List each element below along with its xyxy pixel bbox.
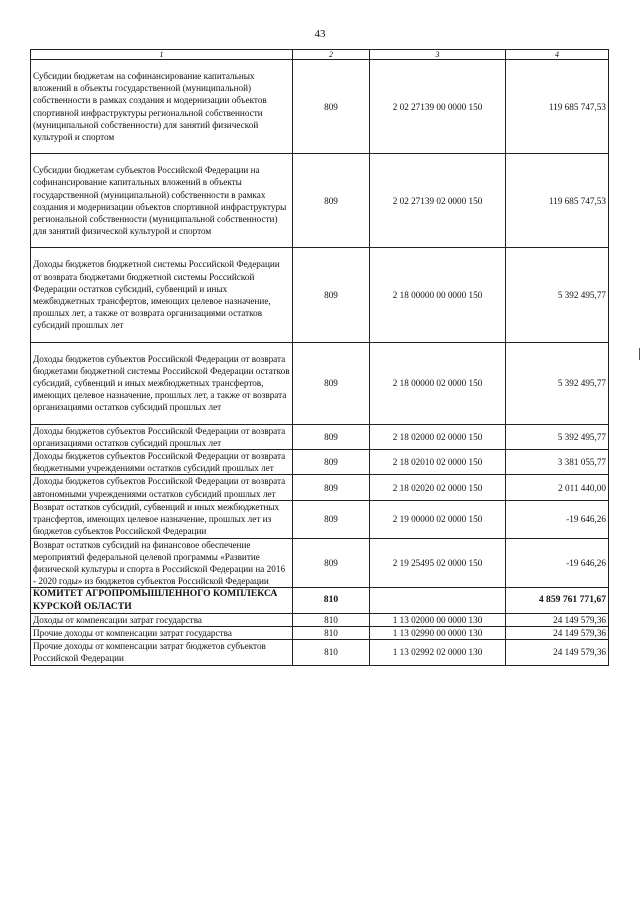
row-admin-code: 809 bbox=[293, 154, 370, 248]
row-description: Возврат остатков субсидий на финансовое обеспечение мероприятий федеральной целевой программы «Развитие физической культуры и спорта в Российской Федерации на 2016 - 2020 годы» из бюджетов субъектов Российской Федерации bbox=[31, 538, 293, 588]
row-amount: 24 149 579,36 bbox=[506, 640, 609, 665]
table-row bbox=[31, 60, 609, 154]
row-description: Доходы бюджетов бюджетной системы Российской Федерации от возврата бюджетами бюджетной системы Российской Федерации остатков субсидий, субвенций и иных межбюджетных трансфертов, имеющих целевое назначение, прошлых лет, а также от возврата организациями остатков субсидий прошлых лет bbox=[31, 248, 293, 342]
row-description: Доходы бюджетов субъектов Российской Федерации от возврата организациями остатков субсидий прошлых лет bbox=[31, 424, 293, 449]
row-classification-code: 1 13 02000 00 0000 130 bbox=[370, 613, 506, 626]
row-admin-code: 810 bbox=[293, 626, 370, 639]
row-amount: -19 646,26 bbox=[506, 500, 609, 538]
section-title: КОМИТЕТ АГРОПРОМЫШЛЕННОГО КОМПЛЕКСА КУРСКОЙ ОБЛАСТИ bbox=[31, 588, 293, 613]
row-amount: 3 381 055,77 bbox=[506, 450, 609, 475]
row-classification-code: 2 19 25495 02 0000 150 bbox=[370, 538, 506, 588]
row-classification-code: 1 13 02990 00 0000 130 bbox=[370, 626, 506, 639]
table-row bbox=[31, 248, 609, 342]
table-row bbox=[31, 342, 609, 424]
row-classification-code: 2 02 27139 02 0000 150 bbox=[370, 154, 506, 248]
row-admin-code: 809 bbox=[293, 60, 370, 154]
row-amount: 24 149 579,36 bbox=[506, 613, 609, 626]
row-classification-code: 2 18 00000 02 0000 150 bbox=[370, 342, 506, 424]
row-classification-code: 2 19 00000 02 0000 150 bbox=[370, 500, 506, 538]
row-classification-code: 2 02 27139 00 0000 150 bbox=[370, 60, 506, 154]
row-admin-code: 809 bbox=[293, 450, 370, 475]
row-admin-code: 809 bbox=[293, 538, 370, 588]
table-row bbox=[31, 154, 609, 248]
column-header-4: 4 bbox=[506, 50, 609, 60]
row-admin-code: 810 bbox=[293, 640, 370, 665]
column-header-3: 3 bbox=[370, 50, 506, 60]
table-row bbox=[31, 450, 609, 475]
row-admin-code: 810 bbox=[293, 613, 370, 626]
table-row bbox=[31, 613, 609, 626]
table-row bbox=[31, 475, 609, 500]
row-amount: 5 392 495,77 bbox=[506, 248, 609, 342]
table-row bbox=[31, 538, 609, 588]
row-classification-code bbox=[370, 588, 506, 613]
row-amount: 119 685 747,53 bbox=[506, 60, 609, 154]
table-row bbox=[31, 640, 609, 665]
page-number: 43 bbox=[314, 28, 326, 40]
row-description: Доходы от компенсации затрат государства bbox=[31, 613, 293, 626]
row-admin-code: 810 bbox=[293, 588, 370, 613]
row-amount: -19 646,26 bbox=[506, 538, 609, 588]
row-admin-code: 809 bbox=[293, 500, 370, 538]
row-classification-code: 2 18 02010 02 0000 150 bbox=[370, 450, 506, 475]
row-description: Субсидии бюджетам субъектов Российской Федерации на софинансирование капитальных вложений в объекты государственной (муниципальной) собственности в рамках создания и модернизации объектов спортивной инфраструктуры региональной собственности (муниципальной собственности) для занятий физической культурой и спортом bbox=[31, 154, 293, 248]
table-row bbox=[31, 626, 609, 639]
row-amount: 119 685 747,53 bbox=[506, 154, 609, 248]
row-amount: 5 392 495,77 bbox=[506, 424, 609, 449]
column-header-1: 1 bbox=[31, 50, 293, 60]
column-number-row bbox=[31, 50, 609, 60]
row-description: Прочие доходы от компенсации затрат бюджетов субъектов Российской Федерации bbox=[31, 640, 293, 665]
row-admin-code: 809 bbox=[293, 475, 370, 500]
row-amount: 5 392 495,77 bbox=[506, 342, 609, 424]
row-classification-code: 2 18 00000 00 0000 150 bbox=[370, 248, 506, 342]
row-description: Возврат остатков субсидий, субвенций и иных межбюджетных трансфертов, имеющих целевое назначение, прошлых лет из бюджетов субъектов Российской Федерации bbox=[31, 500, 293, 538]
row-description: Доходы бюджетов субъектов Российской Федерации от возврата автономными учреждениями остатков субсидий прошлых лет bbox=[31, 475, 293, 500]
row-amount: 24 149 579,36 bbox=[506, 626, 609, 639]
row-classification-code: 1 13 02992 02 0000 130 bbox=[370, 640, 506, 665]
table-row-section-heading bbox=[31, 588, 609, 613]
table-row bbox=[31, 500, 609, 538]
row-description: Прочие доходы от компенсации затрат государства bbox=[31, 626, 293, 639]
row-description: Доходы бюджетов субъектов Российской Федерации от возврата бюджетными учреждениями остатков субсидий прошлых лет bbox=[31, 450, 293, 475]
row-description: Доходы бюджетов субъектов Российской Федерации от возврата бюджетами бюджетной системы Российской Федерации остатков субсидий, субвенций и иных межбюджетных трансфертов, имеющих целевое назначение, прошлых лет, а также от возврата организациями остатков субсидий прошлых лет bbox=[31, 342, 293, 424]
row-admin-code: 809 bbox=[293, 342, 370, 424]
row-admin-code: 809 bbox=[293, 248, 370, 342]
row-classification-code: 2 18 02000 02 0000 150 bbox=[370, 424, 506, 449]
row-classification-code: 2 18 02020 02 0000 150 bbox=[370, 475, 506, 500]
row-admin-code: 809 bbox=[293, 424, 370, 449]
row-amount: 4 859 761 771,67 bbox=[506, 588, 609, 613]
budget-revenue-table bbox=[30, 49, 609, 666]
column-header-2: 2 bbox=[293, 50, 370, 60]
row-description: Субсидии бюджетам на софинансирование капитальных вложений в объекты государственной (муниципальной) собственности в рамках создания и модернизации объектов спортивной инфраструктуры региональной собственности (муниципальной собственности) для занятий физической культурой и спортом bbox=[31, 60, 293, 154]
table-row bbox=[31, 424, 609, 449]
row-amount: 2 011 440,00 bbox=[506, 475, 609, 500]
